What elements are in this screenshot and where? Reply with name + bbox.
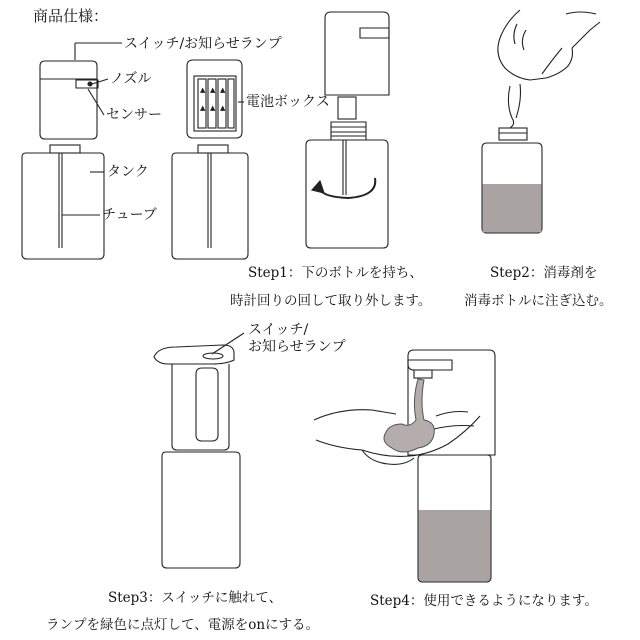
label-switch-lamp: スイッチ/お知らせランプ <box>124 36 282 52</box>
step1-illustration <box>306 12 389 248</box>
step1-caption-line1: Step1：下のボトルを持ち、 <box>248 265 423 281</box>
dispenser-front-view <box>22 61 104 259</box>
page-title: 商品仕様： <box>33 7 109 25</box>
label-nozzle: ノズル <box>110 71 152 87</box>
step3-switch-leader <box>212 333 244 354</box>
svg-text:▲: ▲ <box>200 104 206 112</box>
svg-text:▲: ▲ <box>210 104 216 112</box>
step3-caption-line2: ランプを緑色に点灯して、電源をonにする。 <box>46 617 320 633</box>
step1-caption-line2: 時計回りの回して取り外します。 <box>230 293 432 309</box>
step3-label-switch: スイッチ/ <box>248 322 309 338</box>
step4-caption: Step4：使用できるようになります。 <box>370 593 598 609</box>
sensor-leader <box>88 89 104 115</box>
label-sensor: センサー <box>106 107 162 123</box>
svg-text:▲: ▲ <box>220 86 226 94</box>
label-battery-box: 電池ボックス <box>246 94 330 110</box>
step2-caption-line2: 消毒ボトルに注ぎ込む。 <box>464 293 613 309</box>
step4-liquid <box>419 510 491 581</box>
step2-caption-line1: Step2：消毒剤を <box>490 265 598 281</box>
svg-text:▲: ▲ <box>220 104 226 112</box>
label-tank: タンク <box>107 164 149 180</box>
foam-icon <box>384 379 434 452</box>
step3-caption-line1: Step3：スイッチに触れて、 <box>108 590 283 606</box>
step2-liquid <box>483 184 542 232</box>
step3-illustration <box>154 345 240 568</box>
label-tube: チューブ <box>102 207 157 223</box>
step3-label-lamp: お知らせランプ <box>248 339 346 355</box>
svg-text:▲: ▲ <box>200 86 206 94</box>
svg-text:▲: ▲ <box>210 86 216 94</box>
battery-cells <box>200 86 226 112</box>
